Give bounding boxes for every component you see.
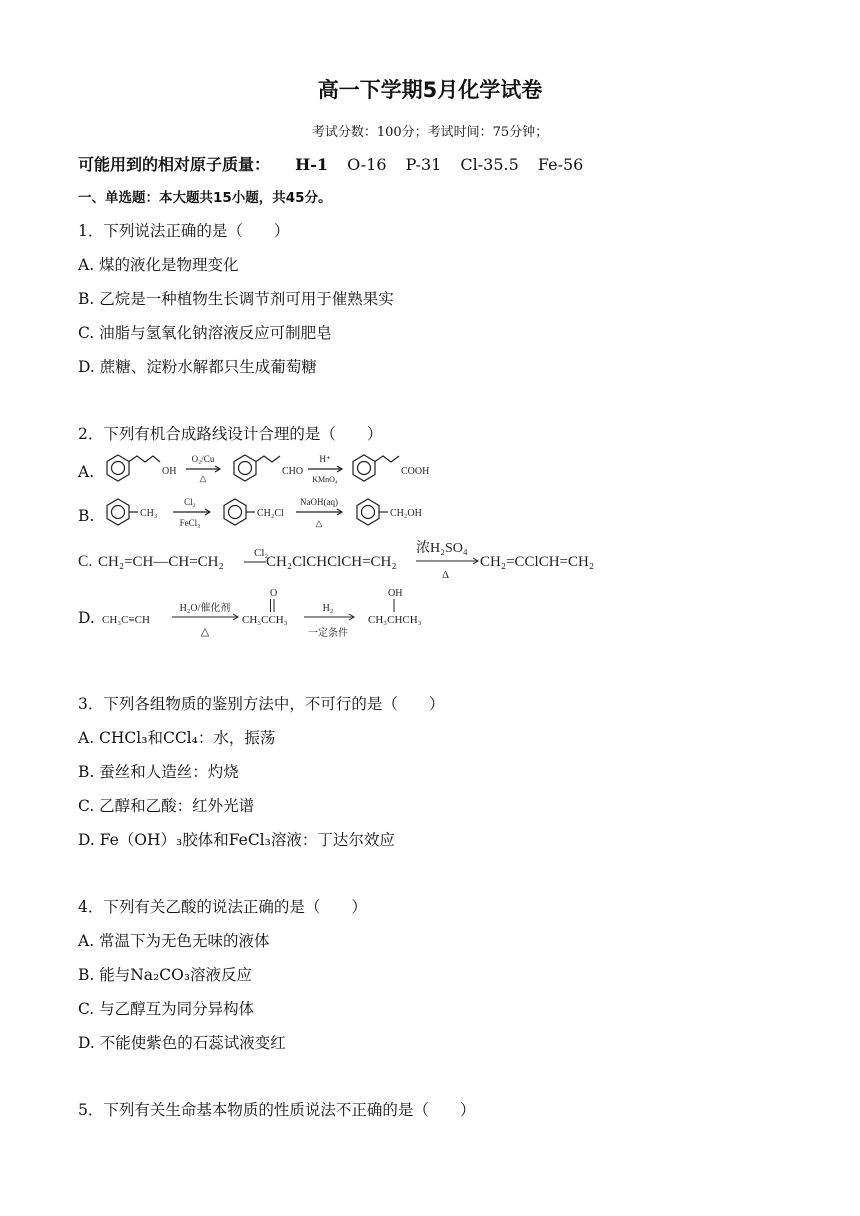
q3-option-a: A. CHCl₃和CCl₄：水，振荡: [78, 729, 276, 747]
side-chain-icon: [256, 456, 280, 462]
mass-h: H-1: [295, 155, 328, 174]
side-chain-icon: [375, 456, 399, 462]
mass-fe: Fe-56: [537, 155, 584, 174]
q2-option-b-label: B.: [78, 507, 95, 525]
c-intermediate: CH₂ClCHClCH=CH₂: [266, 554, 397, 570]
benzene-ring-icon: [357, 499, 379, 525]
q2-stem: 2．下列有机合成路线设计合理的是（ ）: [78, 425, 383, 443]
d-reactant: CH₃C≡CH: [102, 614, 150, 626]
group-ch2oh: CH₂OH: [390, 508, 422, 519]
benzene-circle-icon: [358, 462, 371, 475]
condition-b2-below: △: [315, 518, 323, 528]
q2-option-d-label: D.: [78, 609, 95, 627]
benzene-ring-icon: [353, 455, 375, 481]
q2-option-a-label: A.: [78, 463, 95, 481]
benzene-circle-icon: [229, 506, 242, 519]
d-condition-1: H₂O/催化剂: [179, 603, 231, 614]
q2-option-a-scheme: [98, 448, 438, 490]
d-condition-1-below: △: [200, 626, 210, 638]
mass-cl: Cl-35.5: [460, 155, 519, 174]
benzene-circle-icon: [112, 506, 125, 519]
condition-b2: NaOH(aq): [300, 497, 338, 507]
d-intermediate: CH₃CCH₃: [242, 614, 288, 626]
c-condition-1: Cl₂: [254, 547, 269, 559]
atomic-mass-label: 可能用到的相对原子质量：: [78, 155, 271, 174]
group-cho: CHO: [282, 466, 304, 477]
condition-a1: O₂/Cu: [191, 454, 215, 464]
group-cooh: COOH: [401, 466, 430, 477]
side-chain-icon: [129, 456, 160, 462]
q5-stem: 5．下列有关生命基本物质的性质说法不正确的是（ ）: [78, 1101, 476, 1119]
atomic-mass-line: [78, 152, 583, 175]
q3-option-d: D. Fe（OH）₃胶体和FeCl₃溶液：丁达尔效应: [78, 831, 395, 849]
q4-option-d: D. 不能使紫色的石蕊试液变红: [78, 1034, 286, 1052]
q2-option-d-scheme: [100, 583, 440, 645]
group-ch2cl: CH₂Cl: [257, 508, 284, 519]
d-condition-2-below: 一定条件: [308, 628, 348, 639]
q3-option-b: B. 蚕丝和人造丝：灼烧: [78, 763, 239, 781]
q3-stem: 3．下列各组物质的鉴别方法中，不可行的是（ ）: [78, 695, 445, 713]
benzene-circle-icon: [239, 462, 252, 475]
benzene-ring-icon: [107, 499, 129, 525]
group-ch3: CH₃: [140, 508, 158, 519]
exam-info: 考试分数：100分；考试时间：75分钟；: [311, 125, 549, 140]
mass-p: P-31: [405, 155, 442, 174]
q4-option-a: A. 常温下为无色无味的液体: [78, 932, 270, 950]
q2-option-c-scheme: [76, 534, 636, 582]
page-title: 高一下学期5月化学试卷: [317, 78, 543, 102]
condition-b1: Cl₂: [184, 497, 196, 507]
benzene-ring-icon: [234, 455, 256, 481]
benzene-circle-icon: [362, 506, 375, 519]
condition-a2-below: KMnO₄: [312, 475, 338, 484]
q4-stem: 4．下列有关乙酸的说法正确的是（ ）: [78, 898, 367, 916]
condition-a1-below: △: [199, 473, 207, 483]
d-hydroxyl: OH: [388, 588, 403, 599]
d-oxygen: O: [270, 588, 278, 599]
q1-stem: 1．下列说法正确的是（ ）: [78, 222, 290, 240]
benzene-circle-icon: [112, 462, 125, 475]
d-condition-2: H₂: [322, 603, 334, 614]
benzene-ring-icon: [107, 455, 129, 481]
c-product: CH₂=CClCH=CH₂: [480, 554, 595, 570]
c-condition-2: 浓H₂SO₄: [416, 541, 468, 556]
q2-option-b-scheme: [98, 490, 438, 536]
q1-option-c: C. 油脂与氢氧化钠溶液反应可制肥皂: [78, 324, 332, 342]
benzene-ring-icon: [224, 499, 246, 525]
condition-a2: H⁺: [319, 454, 331, 464]
q2-option-c-label: C.: [78, 553, 93, 570]
group-oh: OH: [162, 466, 177, 477]
q4-option-c: C. 与乙醇互为同分异构体: [78, 1000, 255, 1018]
condition-b1-below: FeCl₃: [179, 518, 201, 528]
q3-option-c: C. 乙醇和乙酸：红外光谱: [78, 797, 255, 815]
q1-option-a: A. 煤的液化是物理变化: [78, 256, 239, 274]
c-condition-2-below: Δ: [442, 569, 450, 581]
q1-option-d: D. 蔗糖、淀粉水解都只生成葡萄糖: [78, 358, 317, 376]
section-heading: 一、单选题：本大题共15小题，共45分。: [78, 190, 332, 206]
d-product: CH₃CHCH₃: [368, 614, 422, 626]
c-reactant: CH₂=CH—CH=CH₂: [98, 554, 224, 570]
mass-o: O-16: [347, 155, 387, 174]
q1-option-b: B. 乙烷是一种植物生长调节剂可用于催熟果实: [78, 290, 394, 308]
q4-option-b: B. 能与Na₂CO₃溶液反应: [78, 966, 253, 984]
